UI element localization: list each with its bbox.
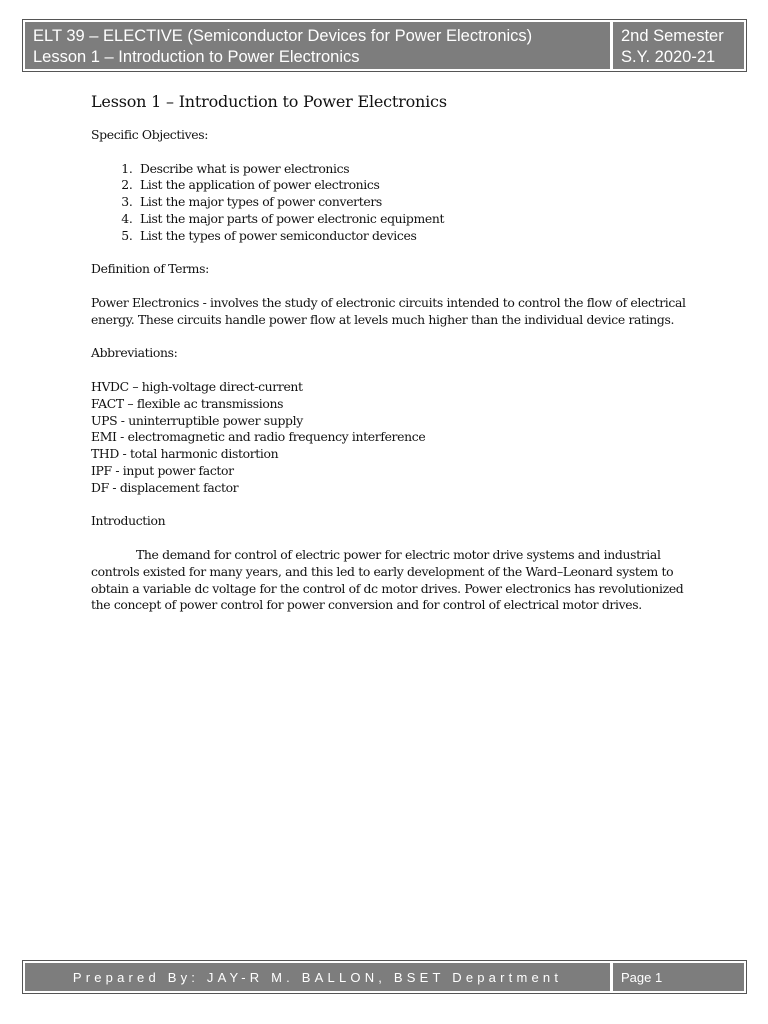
prepared-by: Prepared By: JAY-R M. BALLON, BSET Department	[25, 963, 610, 991]
objectives-list	[91, 161, 691, 245]
document-body	[91, 92, 691, 614]
header-course-block	[25, 22, 610, 69]
page-footer	[22, 960, 747, 994]
objective-item: 3. List the major types of power converters	[136, 194, 691, 211]
objective-item: 4. List the major parts of power electronic equipment	[136, 211, 691, 228]
introduction-paragraph: The demand for control of electric power for electric motor drive systems and industrial controls existed for many years, and this led to early development of the Ward–Leonard system to obtain a variable dc voltage for the control of dc motor drives. Power electronics has revolutionized the concept of power control for power conversion and for control of electrical motor drives.	[91, 546, 684, 613]
introduction-heading: Introduction	[91, 513, 166, 529]
objective-item: 2. List the application of power electronics	[136, 177, 691, 194]
header-term-block	[613, 22, 744, 69]
header-lesson-title: Lesson 1 – Introduction to Power Electronics	[33, 48, 360, 66]
lesson-title: Lesson 1 – Introduction to Power Electronics	[91, 92, 447, 111]
objective-item: 5. List the types of power semiconductor devices	[136, 228, 691, 245]
objectives-heading: Specific Objectives:	[91, 127, 209, 142]
definition-paragraph: Power Electronics - involves the study of electronic circuits intended to control the flow of electrical energy. These circuits handle power flow at levels much higher than the individual device ratings.	[91, 294, 686, 327]
page-number: Page 1	[613, 963, 744, 991]
abbreviations-heading: Abbreviations:	[91, 345, 178, 361]
course-title: ELT 39 – ELECTIVE (Semiconductor Devices for Power Electronics)	[33, 27, 533, 45]
abbreviation-item: EMI - electromagnetic and radio frequency interference	[91, 429, 426, 445]
abbreviation-item: UPS - uninterruptible power supply	[91, 412, 303, 428]
semester: 2nd Semester	[621, 27, 724, 45]
abbreviation-item: FACT – flexible ac transmissions	[91, 395, 284, 411]
abbreviation-item: HVDC – high-voltage direct-current	[91, 378, 303, 394]
page-header	[22, 19, 747, 72]
abbreviation-item: THD - total harmonic distortion	[91, 446, 279, 462]
abbreviation-item: DF - displacement factor	[91, 479, 239, 495]
definitions-heading: Definition of Terms:	[91, 261, 209, 277]
school-year: S.Y. 2020-21	[621, 48, 716, 66]
abbreviation-item: IPF - input power factor	[91, 462, 234, 478]
objective-item: 1. Describe what is power electronics	[136, 161, 691, 178]
